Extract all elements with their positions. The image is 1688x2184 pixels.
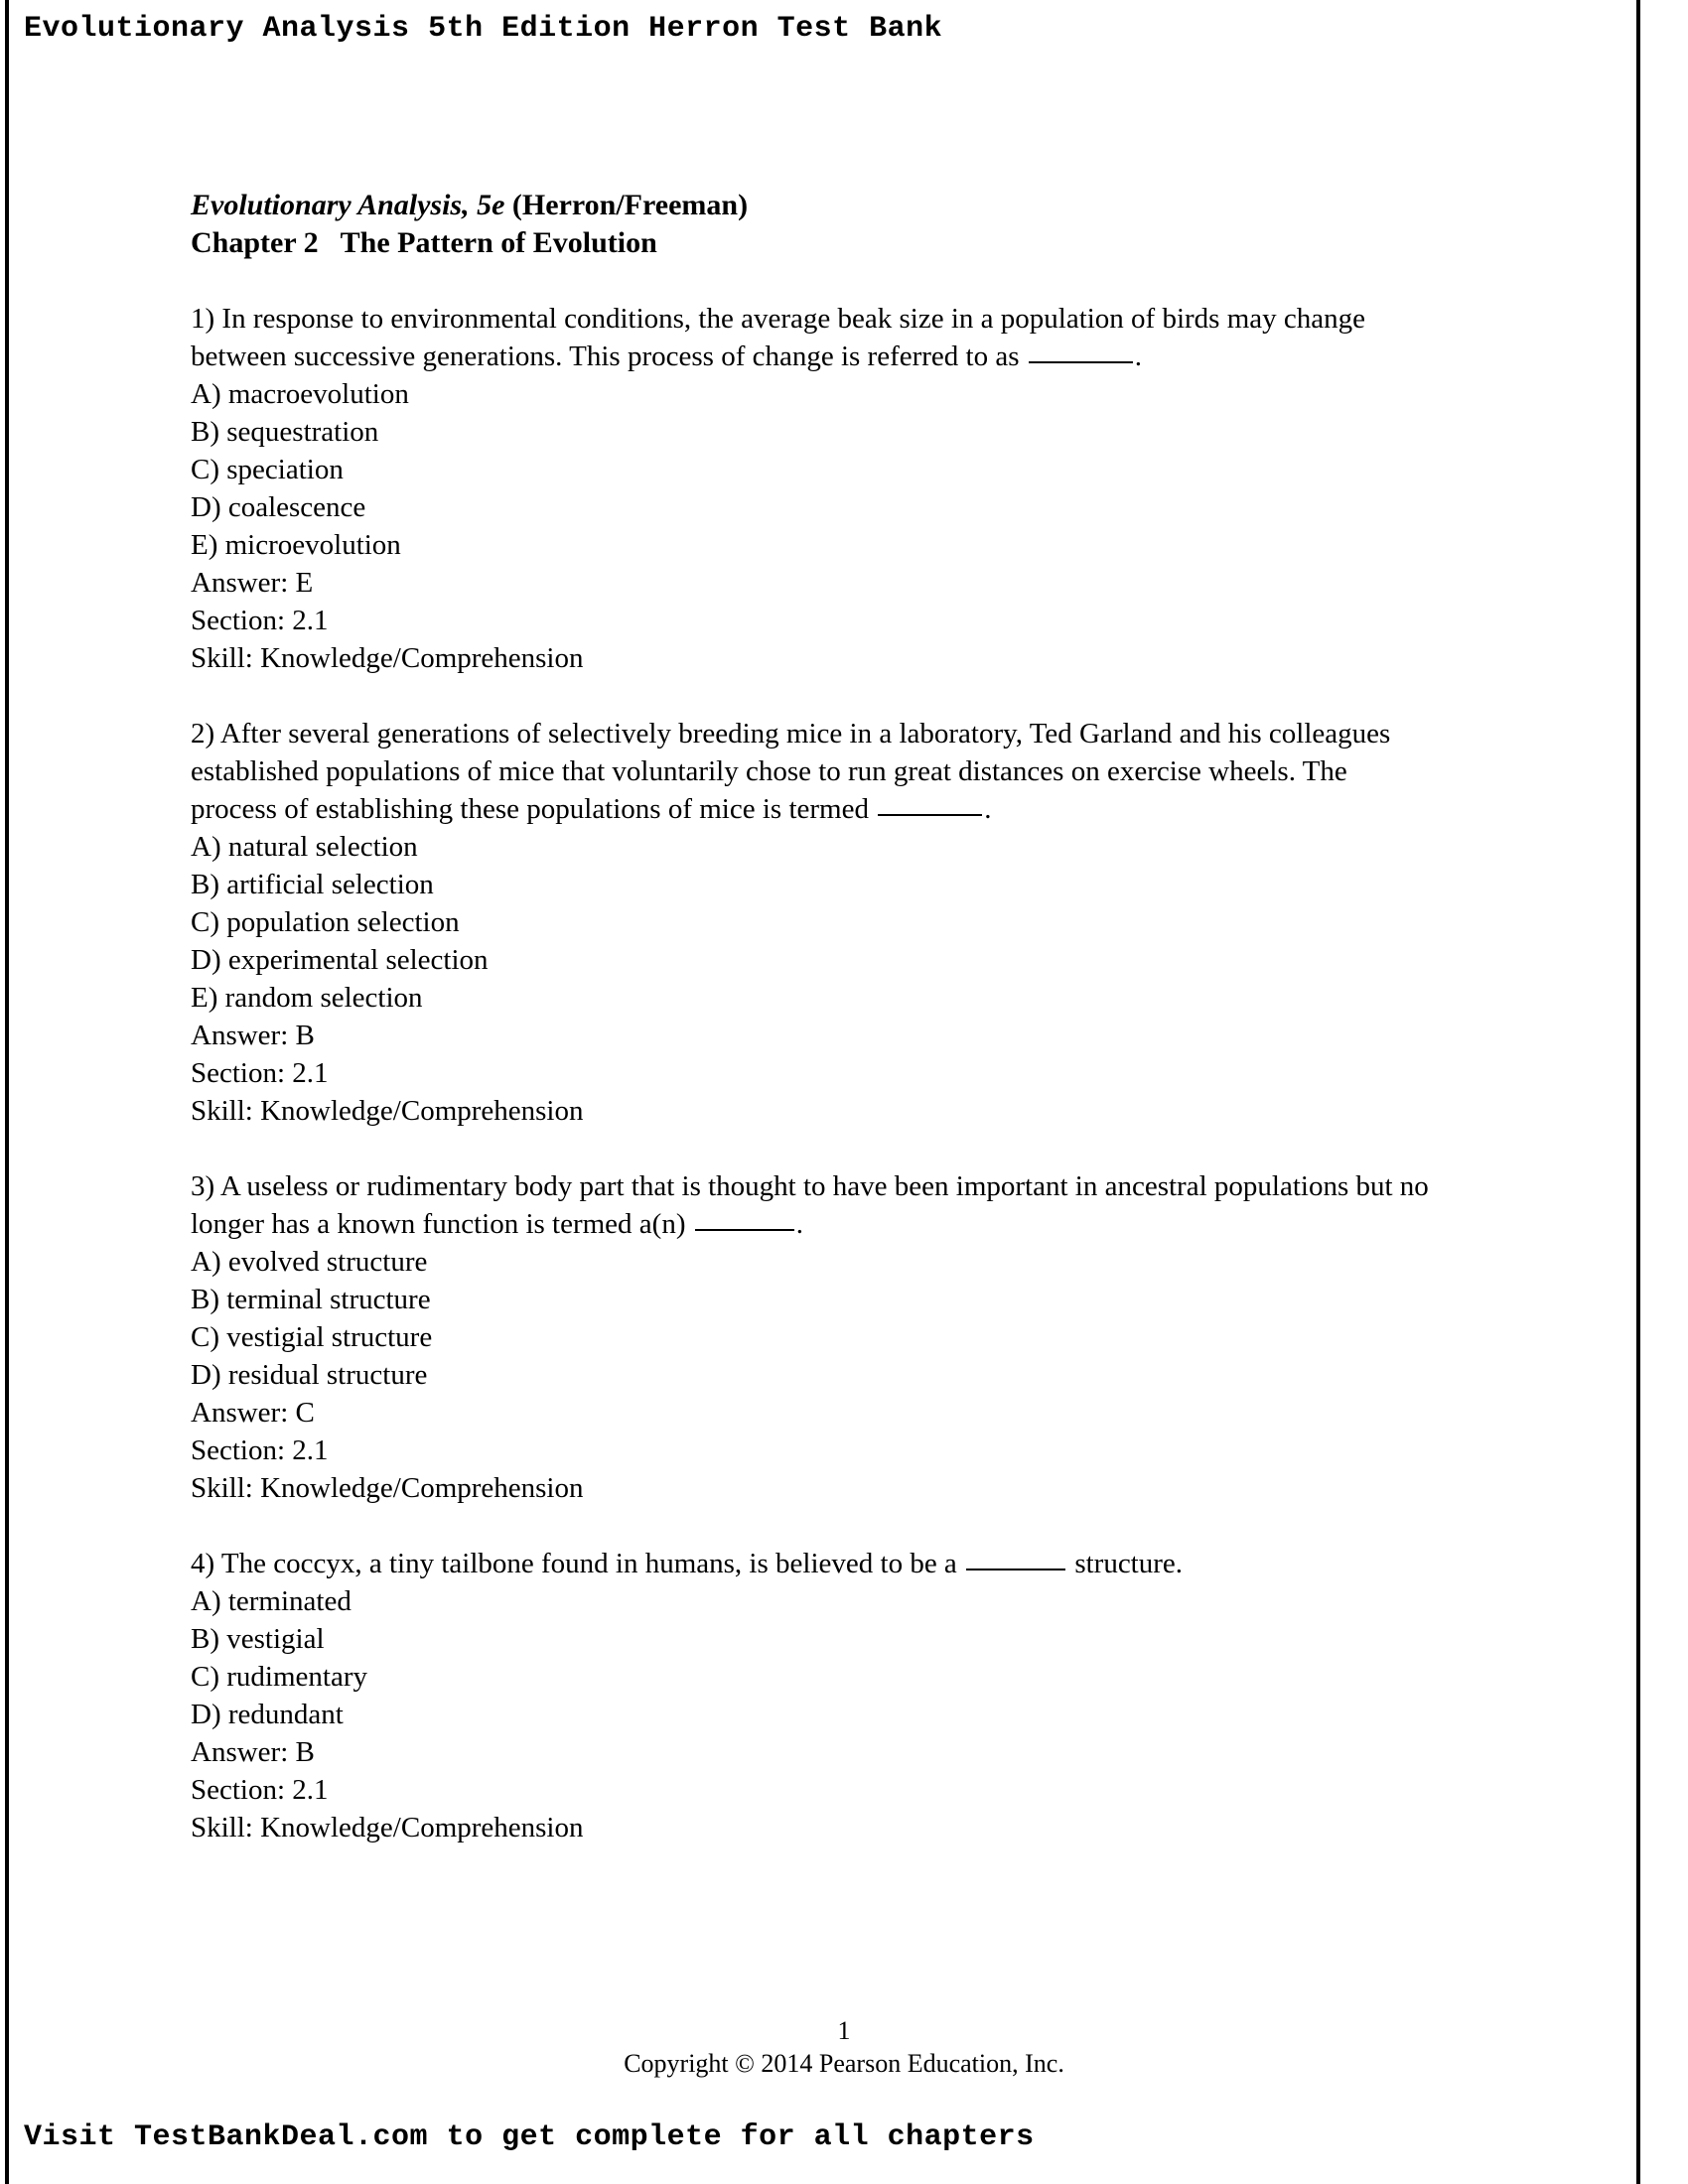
page-footer [0, 2015, 1688, 2081]
fill-blank-2 [878, 814, 982, 816]
option-4-c: C) rudimentary [191, 1661, 367, 1693]
section-line-2: Section: 2.1 [191, 1057, 329, 1089]
question-text-4a: The coccyx, a tiny tailbone found in humans, is believed to be a [220, 1548, 965, 1579]
option-2-b: B) artificial selection [191, 869, 434, 900]
section-line-4: Section: 2.1 [191, 1774, 329, 1806]
question-text-4b: structure. [1067, 1548, 1184, 1579]
question-text-1a: In response to environmental conditions, the average beak size in a population of birds may change between successive generations. This process of change is referred to as [191, 303, 1366, 372]
option-2-a: A) natural selection [191, 831, 418, 863]
question-number-3: 3) [191, 1170, 215, 1202]
question-text-2a: After several generations of selectively breeding mice in a laboratory, Ted Garland and his colleagues established populations of mice that voluntarily chose to run great distances on exercise wheels. The process of establishing these populations of mice is termed [191, 718, 1391, 825]
option-1-d: D) coalescence [191, 491, 366, 523]
top-banner-title: Evolutionary Analysis 5th Edition Herron Test Bank [24, 12, 943, 46]
question-number-1: 1) [191, 303, 215, 335]
chapter-heading [191, 224, 1432, 262]
question-text-2b: . [984, 793, 992, 825]
question-block-3 [191, 1167, 1432, 1507]
chapter-title: The Pattern of Evolution [340, 226, 657, 259]
question-block-4 [191, 1545, 1432, 1846]
question-text-1b: . [1134, 341, 1143, 372]
question-stem-3 [191, 1167, 1432, 1243]
question-text-3a: A useless or rudimentary body part that is thought to have been important in ancestral populations but no longer has a known function is termed a(n) [191, 1170, 1429, 1240]
question-block-2 [191, 715, 1432, 1130]
copyright-notice: Copyright © 2014 Pearson Education, Inc. [624, 2049, 1064, 2078]
option-3-d: D) residual structure [191, 1359, 428, 1391]
document-body [191, 187, 1432, 1846]
option-4-d: D) redundant [191, 1699, 344, 1730]
fill-blank-4 [966, 1569, 1065, 1570]
answer-line-2: Answer: B [191, 1020, 315, 1051]
option-3-b: B) terminal structure [191, 1284, 431, 1315]
skill-line-1: Skill: Knowledge/Comprehension [191, 642, 584, 674]
section-line-3: Section: 2.1 [191, 1434, 329, 1466]
option-2-c: C) population selection [191, 906, 460, 938]
skill-line-4: Skill: Knowledge/Comprehension [191, 1812, 584, 1843]
option-3-a: A) evolved structure [191, 1246, 428, 1278]
book-title-italic: Evolutionary Analysis, 5e [191, 189, 505, 221]
page-number: 1 [837, 2016, 851, 2045]
option-3-c: C) vestigial structure [191, 1321, 433, 1353]
question-stem-2 [191, 715, 1432, 828]
question-stem-1 [191, 300, 1432, 375]
answer-line-1: Answer: E [191, 567, 314, 599]
option-1-c: C) speciation [191, 454, 344, 485]
question-number-4: 4) [191, 1548, 215, 1579]
answer-line-3: Answer: C [191, 1397, 315, 1429]
option-1-e: E) microevolution [191, 529, 401, 561]
question-text-3b: . [795, 1208, 803, 1240]
option-4-a: A) terminated [191, 1585, 352, 1617]
answer-line-4: Answer: B [191, 1736, 315, 1768]
skill-line-2: Skill: Knowledge/Comprehension [191, 1095, 584, 1127]
fill-blank-1 [1029, 361, 1133, 363]
question-block-1 [191, 300, 1432, 677]
skill-line-3: Skill: Knowledge/Comprehension [191, 1472, 584, 1504]
question-stem-4 [191, 1545, 1432, 1582]
option-2-e: E) random selection [191, 982, 423, 1014]
option-1-b: B) sequestration [191, 416, 379, 448]
book-authors: (Herron/Freeman) [504, 189, 749, 221]
bottom-banner-promo: Visit TestBankDeal.com to get complete for all chapters [24, 2120, 1035, 2154]
question-number-2: 2) [191, 718, 215, 750]
fill-blank-3 [695, 1229, 794, 1231]
chapter-label: Chapter 2 [191, 226, 319, 259]
option-2-d: D) experimental selection [191, 944, 489, 976]
option-4-b: B) vestigial [191, 1623, 325, 1655]
option-1-a: A) macroevolution [191, 378, 409, 410]
book-title-line [191, 187, 1432, 224]
section-line-1: Section: 2.1 [191, 605, 329, 636]
